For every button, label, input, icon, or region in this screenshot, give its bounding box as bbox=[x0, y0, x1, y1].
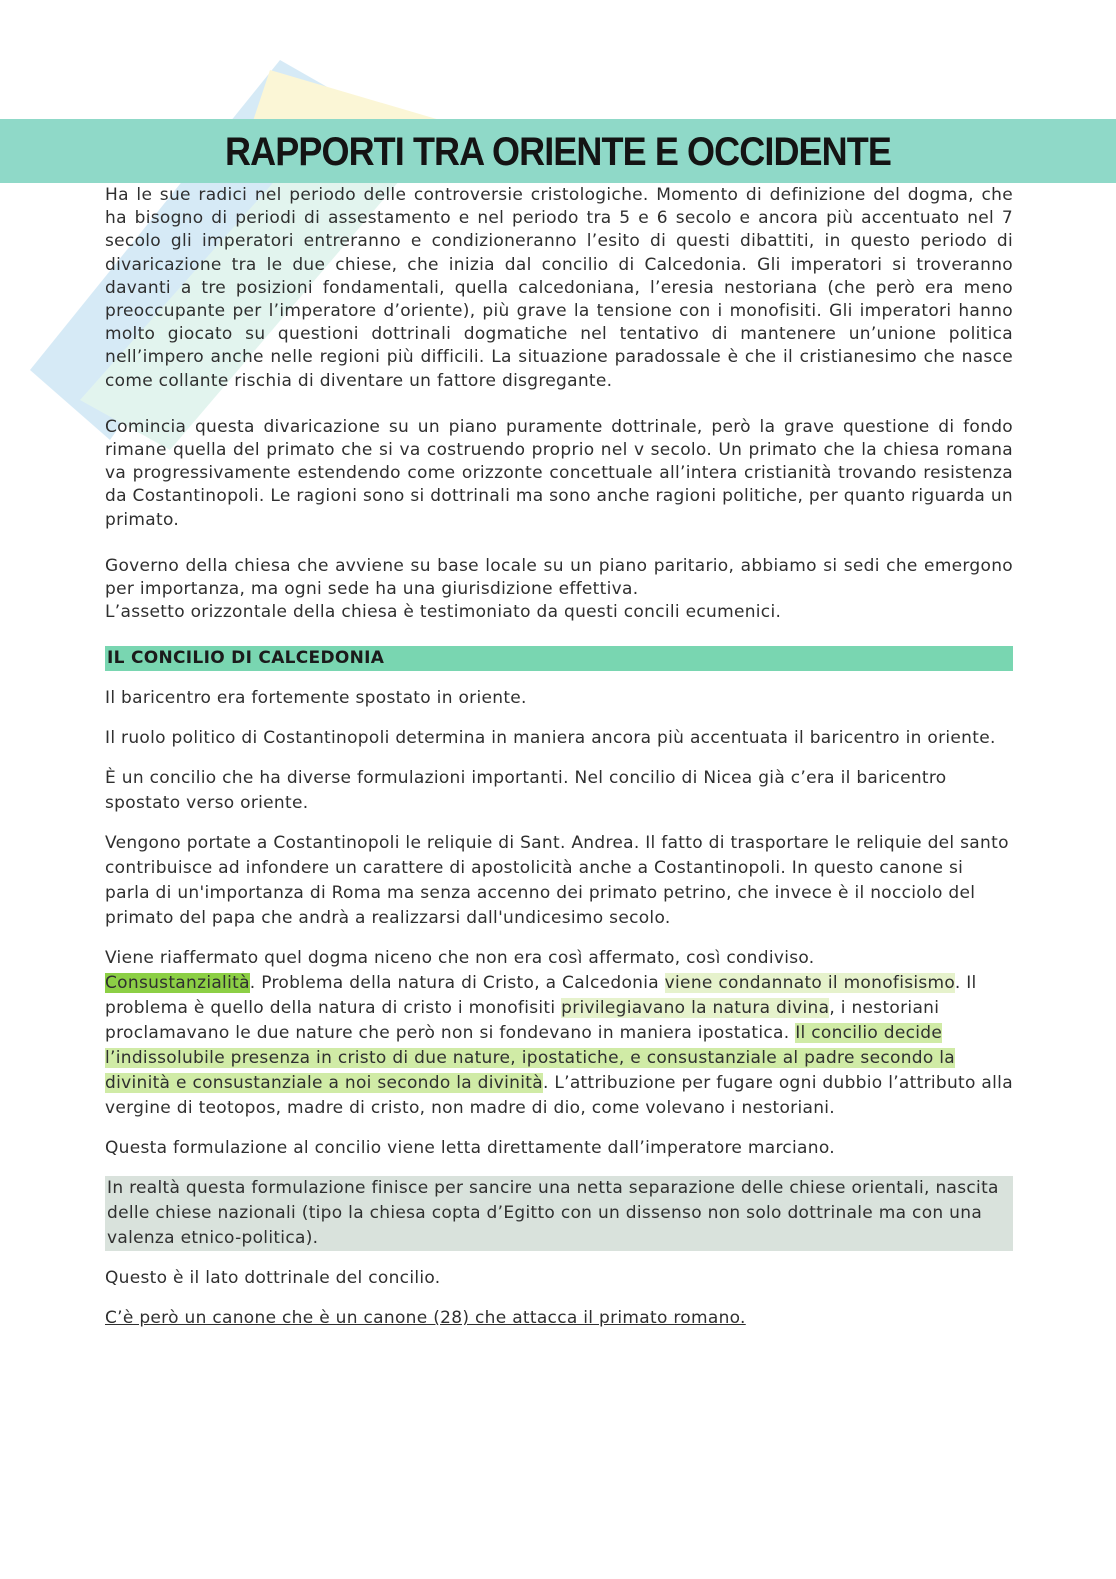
note-boxed-paragraph: In realtà questa formulazione finisce per sancire una netta separazione delle chiese orientali, nascita delle chiese nazionali (tipo la chiesa copta d’Egitto con un dissenso non solo dottrinale ma con una valenza etnico-politica). bbox=[105, 1176, 1013, 1251]
note-paragraph-4: Vengono portate a Costantinopoli le reliquie di Sant. Andrea. Il fatto di trasportare le reliquie del santo contribuisce ad infondere un carattere di apostolicità anche a Costantinopoli. In questo canone si parla di un'importanza di Roma ma senza accenno dei primato petrino, che invece è il nocciolo del primato del papa che andrà a realizzarsi dall'undicesimo secolo. bbox=[105, 833, 1009, 929]
note-5-text-e: . Il problema è quello della natura di cristo i monofisiti bbox=[105, 973, 977, 1019]
note-underlined-paragraph: C’è però un canone che è un canone (28) che attacca il primato romano. bbox=[105, 1308, 746, 1329]
note-5-text-i: . L’attribuzione per fugare ogni dubbio l’attributo alla vergine di teotopos, madre di cristo, non madre di dio, come volevano i nestoriani. bbox=[105, 1073, 1013, 1119]
section-heading: IL CONCILIO DI CALCEDONIA bbox=[105, 646, 1013, 671]
note-5-text-c: . Problema della natura di Cristo, a Calcedonia bbox=[249, 973, 665, 994]
intro-paragraph-3: Governo della chiesa che avviene su base locale su un piano paritario, abbiamo si sedi che emergono per importanza, ma ogni sede ha una giurisdizione effettiva. bbox=[105, 555, 1013, 600]
highlight-due-nature: Il concilio decide l’indissolubile presenza in cristo di due nature, ipostatiche, e consustanziale al padre secondo la divinità e consustanziale a noi secondo la divinità bbox=[105, 1023, 956, 1094]
note-paragraph-1: Il baricentro era fortemente spostato in oriente. bbox=[105, 688, 527, 709]
intro-paragraph-4: L’assetto orizzontale della chiesa è testimoniato da questi concili ecumenici. bbox=[105, 602, 782, 623]
intro-paragraph-1: Ha le sue radici nel periodo delle controversie cristologiche. Momento di definizione del dogma, che ha bisogno di periodi di assestamento e nel periodo tra 5 e 6 secolo e ancora più accentuato nel 7 secolo gli imperatori entreranno e condizioneranno l’esito di questi dibattiti, in questo periodo di divaricazione tra le due chiese, che inizia dal concilio di Calcedonia. Gli imperatori si troveranno davanti a tre posizioni fondamentali, quella calcedoniana, l’eresia nestoriana (che però era meno preoccupante per l’imperatore d’oriente), più grave la tensione con i monofisiti. Gli imperatori hanno molto giocato su questioni dottrinali dogmatiche nel tentativo di mantenere un’unione politica nell’impero anche nelle regioni più difficili. La situazione paradossale è che il cristianesimo che nasce come collante rischia di diventare un fattore disgregante. bbox=[105, 185, 1013, 391]
note-paragraph-8: Questo è il lato dottrinale del concilio. bbox=[105, 1268, 441, 1289]
page-title: RAPPORTI TRA ORIENTE E OCCIDENTE bbox=[225, 130, 891, 174]
highlight-consustanzialita: Consustanzialità bbox=[105, 973, 250, 994]
note-5-text-a: Viene riaffermato quel dogma niceno che non era così affermato, così condiviso. bbox=[105, 948, 815, 969]
document-body bbox=[105, 184, 1013, 1331]
intro-paragraph-2: Comincia questa divaricazione su un piano puramente dottrinale, però la grave questione di fondo rimane quella del primato che si va costruendo proprio nel v secolo. Un primato che la chiesa romana va progressivamente estendendo come orizzonte concettuale all’intera cristianità trovando resistenza da Costantinopoli. Le ragioni sono si dottrinali ma sono anche ragioni politiche, per quanto riguarda un primato. bbox=[105, 416, 1013, 530]
highlight-natura-divina: privilegiavano la natura divina bbox=[561, 998, 830, 1019]
note-5-text-g: , i nestoriani proclamavano le due nature che però non si fondevano in maniera ipostatica. bbox=[105, 998, 940, 1044]
note-paragraph-3: È un concilio che ha diverse formulazioni importanti. Nel concilio di Nicea già c’era il baricentro spostato verso oriente. bbox=[105, 768, 947, 814]
note-paragraph-2: Il ruolo politico di Costantinopoli determina in maniera ancora più accentuata il baricentro in oriente. bbox=[105, 728, 996, 749]
highlight-monofisismo: viene condannato il monofisismo bbox=[664, 973, 955, 994]
note-paragraph-6: Questa formulazione al concilio viene letta direttamente dall’imperatore marciano. bbox=[105, 1138, 835, 1159]
note-paragraph-5 bbox=[105, 946, 1013, 1121]
